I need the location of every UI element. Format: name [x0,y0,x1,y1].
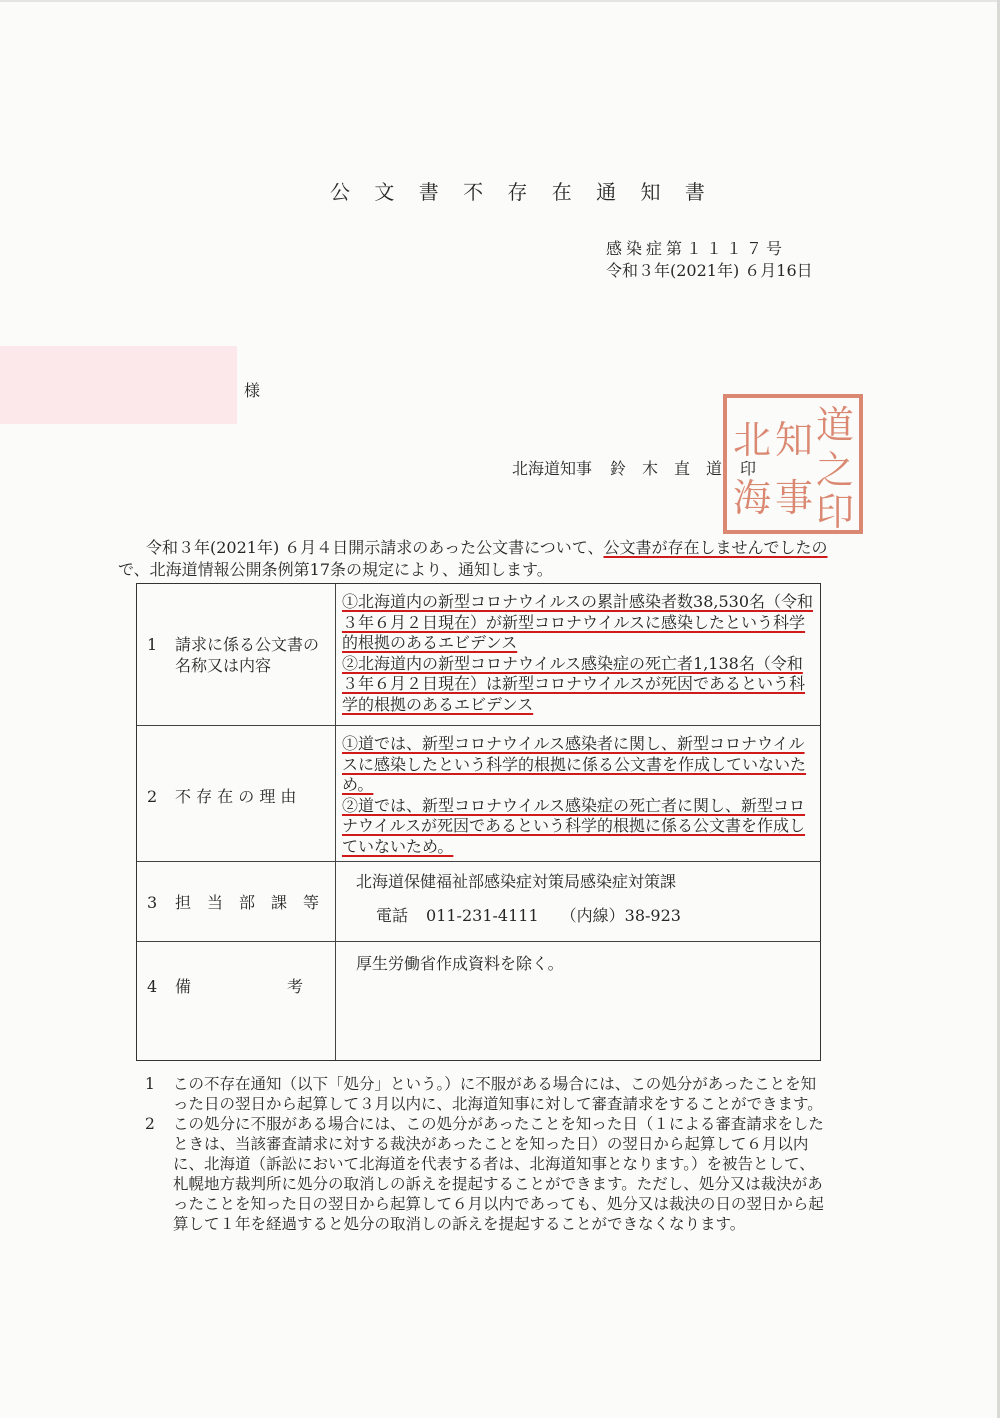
row-number: 3 [147,893,158,912]
note-number: 1 [145,1075,155,1093]
seal-character: 知 [774,418,814,462]
row-label: 4 備 考 [147,977,304,996]
row-content [342,592,814,715]
department-name: 北海道保健福祉部感染症対策局感染症対策課 [356,872,677,891]
note-number: 2 [145,1115,155,1133]
phone-line [376,906,814,927]
seal-character: 道 [815,403,855,447]
info-table [136,583,821,1061]
table-row-remarks [137,942,820,1060]
appeal-notes [145,1074,825,1234]
sender-title: 北海道知事 [512,459,593,478]
table-row-department [137,862,820,942]
note-text: この処分に不服がある場合には、この処分があったことを知った日（１による審査請求をしたときは、当該審査請求に対する裁決があったことを知った日）の翌日から起算して６月以内に、北海道（訴訟において北海道を代表する者は、北海道知事となります。）を被告として、札幌地方裁判所に処分の取消しの訴えを提起することができます。ただし、処分又は裁決があったことを知った日の翌日から起算して６月以内であっても、処分又は裁決の日の翌日から起算して１年を経過すると処分の取消しの訴えを提起することができなくなります。 [173,1115,824,1233]
seal-character: 海 [732,476,772,520]
phone-label: 電話 [376,905,409,925]
request-item-2: ②北海道内の新型コロナウイルス感染症の死亡者1,138名（令和３年６月２日現在）は新型コロナウイルスが死因であるという科学的根拠のあるエビデンス [342,653,806,714]
phone-number: 011-231-4111 [426,905,539,925]
request-item-1: ①北海道内の新型コロナウイルスの累計感染者数38,530名（令和３年６月２日現在）が新型コロナウイルスに感染したという科学的根拠のあるエビデンス [342,592,814,652]
intro-line-1: 令和３年(2021年) ６月４日開示請求のあった公文書について、公文書が存在しませんでしたの [146,538,828,557]
extension-number: 38-923 [624,905,681,925]
row-content [342,954,814,975]
sender-name: 鈴木直道 [610,459,739,478]
row-number: 2 [147,787,158,806]
recipient-suffix: 様 [244,381,261,400]
highlighted-phrase: 公文書が存在しませんでしたの [603,538,828,557]
reason-item-1: ①道では、新型コロナウイルス感染者に関し、新型コロナウイルスに感染したという科学的根拠に係る公文書を作成していないため。 [342,734,807,794]
seal-character: 印 [815,490,855,534]
row-label: 1 請求に係る公文書の 名称又は内容 [147,635,320,675]
row-label: 2 不 存 在 の 理 由 [147,787,297,806]
note-item [145,1114,825,1234]
row-label: 3 担 当 部 課 等 [147,893,320,912]
row-number: 1 [147,635,158,654]
intro-line-2: で、北海道情報公開条例第17条の規定により、通知します。 [118,560,553,579]
row-content [342,734,814,857]
table-row-nonexistence-reason [137,726,820,862]
scan-edge-top [0,0,1000,2]
row-number: 4 [147,977,158,996]
official-seal-stamp [722,393,864,535]
redacted-recipient-name [0,346,237,424]
sender-line [512,456,756,479]
row-content [342,872,814,926]
reason-item-2: ②道では、新型コロナウイルス感染症の死亡者に関し、新型コロナウイルスが死因であるという科学的根拠に係る公文書を作成していないため。 [342,795,806,856]
remark-text: 厚生労働省作成資料を除く。 [356,954,564,973]
intro-paragraph [118,537,848,581]
extension-label: （内線） [560,905,625,925]
seal-character: 北 [732,418,772,462]
seal-character: 事 [774,476,814,520]
seal-character: 之 [815,448,855,492]
note-text: この不存在通知（以下「処分」という。）に不服がある場合には、この処分があったことを知った日の翌日から起算して３月以内に、北海道知事に対して審査請求をすることができます。 [173,1075,823,1113]
table-row-requested-documents [137,584,820,726]
document-title: 公 文 書 不 存 在 通 知 書 [330,180,714,204]
seal-mark: 印 [740,459,757,478]
document-number: 感染症第１１１７号 [606,239,787,258]
note-item [145,1074,825,1114]
document-date: 令和３年(2021年) ６月16日 [606,261,813,280]
